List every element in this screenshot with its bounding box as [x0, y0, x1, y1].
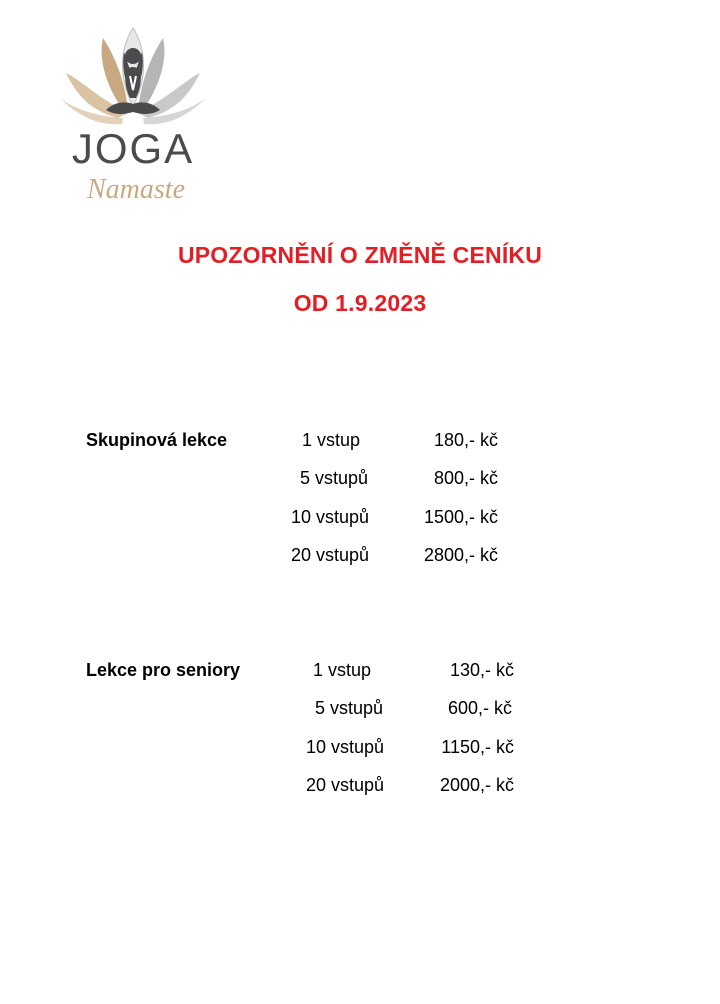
- notice-heading: UPOZORNĚNÍ O ZMĚNĚ CENÍKU: [177, 242, 543, 268]
- effective-date-heading: OD 1.9.2023: [293, 290, 427, 316]
- entries-cell: 10 vstupů: [290, 507, 369, 527]
- entries-cell: 5 vstupů: [314, 698, 383, 718]
- entries-cell: 10 vstupů: [305, 737, 384, 757]
- lotus-meditation-icon: [58, 18, 208, 208]
- price-cell: 800,- kč: [433, 468, 498, 488]
- entries-cell: 20 vstupů: [305, 775, 384, 795]
- logo-subtitle: Namaste: [87, 174, 185, 205]
- logo-title: JOGA: [71, 125, 195, 172]
- joga-namaste-logo: [58, 18, 208, 208]
- price-cell: 1150,- kč: [441, 737, 514, 757]
- price-cell: 130,- kč: [449, 660, 514, 680]
- entries-cell: 1 vstup: [312, 660, 371, 680]
- section-label-group-lesson: Skupinová lekce: [86, 430, 228, 450]
- price-cell: 2000,- kč: [439, 775, 514, 795]
- entries-cell: 1 vstup: [301, 430, 360, 450]
- price-cell: 2800,- kč: [423, 545, 498, 565]
- section-label-senior-lesson: Lekce pro seniory: [86, 660, 241, 680]
- price-cell: 1500,- kč: [423, 507, 498, 527]
- price-cell: 180,- kč: [433, 430, 498, 450]
- price-cell: 600,- kč: [447, 698, 512, 718]
- entries-cell: 5 vstupů: [299, 468, 368, 488]
- entries-cell: 20 vstupů: [290, 545, 369, 565]
